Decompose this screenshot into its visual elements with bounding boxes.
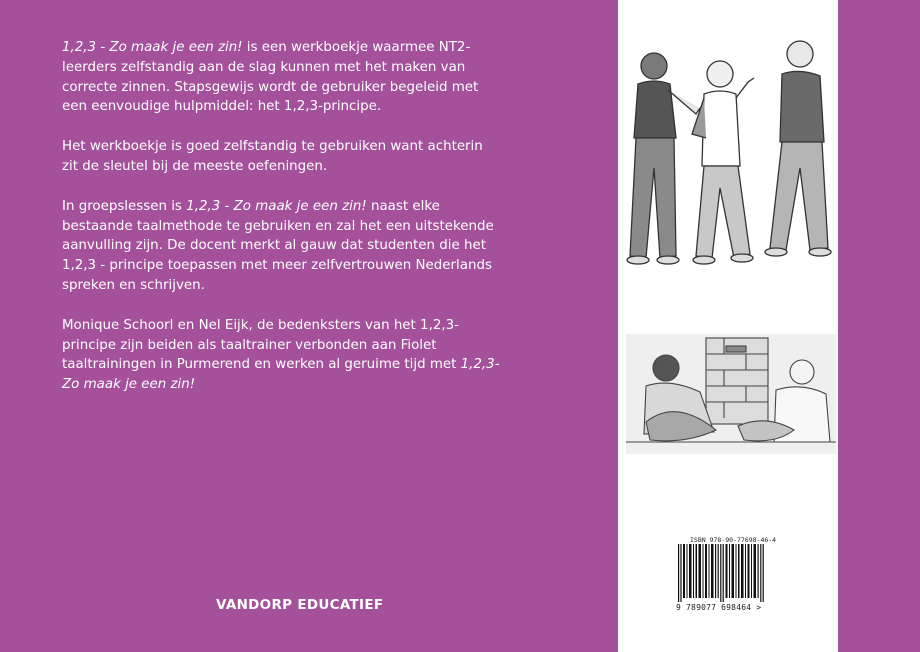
book-title: 1,2,3 - Zo maak je een zin!: [186, 198, 367, 214]
isbn-label: ISBN 978-90-77698-46-4: [690, 536, 777, 544]
spine-band: [838, 0, 920, 652]
blurb-text: [62, 38, 502, 415]
blurb-paragraph-1: 1,2,3 - Zo maak je een zin! is een werkboekje waarmee NT2-leerders zelfstandig aan de slag kunnen met het maken van correcte zinnen. Stapsgewijs wordt de gebruiker begeleid met een eenvoudige hulpmiddel: het 1,2,3-principe.: [62, 40, 479, 115]
barcode: [678, 544, 764, 602]
blurb-paragraph-3: In groepslessen is 1,2,3 - Zo maak je een zin! naast elke bestaande taalmethode te gebruiken en zal het een uitstekende aanvulling zijn. De docent merkt al gauw dat studenten die het 1,2,3 - principe toepassen met meer zelfvertrouwen Nederlands spreken en schrijven.: [62, 198, 494, 293]
publisher-name: VANDORP EDUCATIEF: [216, 597, 384, 613]
blurb-paragraph-2: Het werkboekje is goed zelfstandig te gebruiken want achterin zit de sleutel bij de meeste oefeningen.: [62, 139, 483, 174]
book-title: 1,2,3 - Zo maak je een zin!: [62, 40, 243, 55]
book-title: 1,2,3-Zo maak je een zin!: [62, 357, 500, 393]
three-men-illustration: [624, 38, 836, 270]
blurb-paragraph-4: Monique Schoorl en Nel Eijk, de bedenksters van het 1,2,3-principe zijn beiden als taaltrainer verbonden aan Fiolet taaltrainingen in Purmerend en werken al geruime tijd met 1,2,3-Zo maak je een zin!: [62, 317, 500, 393]
street-scene-illustration: [626, 334, 836, 454]
ean-digits: 9 789077 698464 >: [676, 603, 762, 612]
